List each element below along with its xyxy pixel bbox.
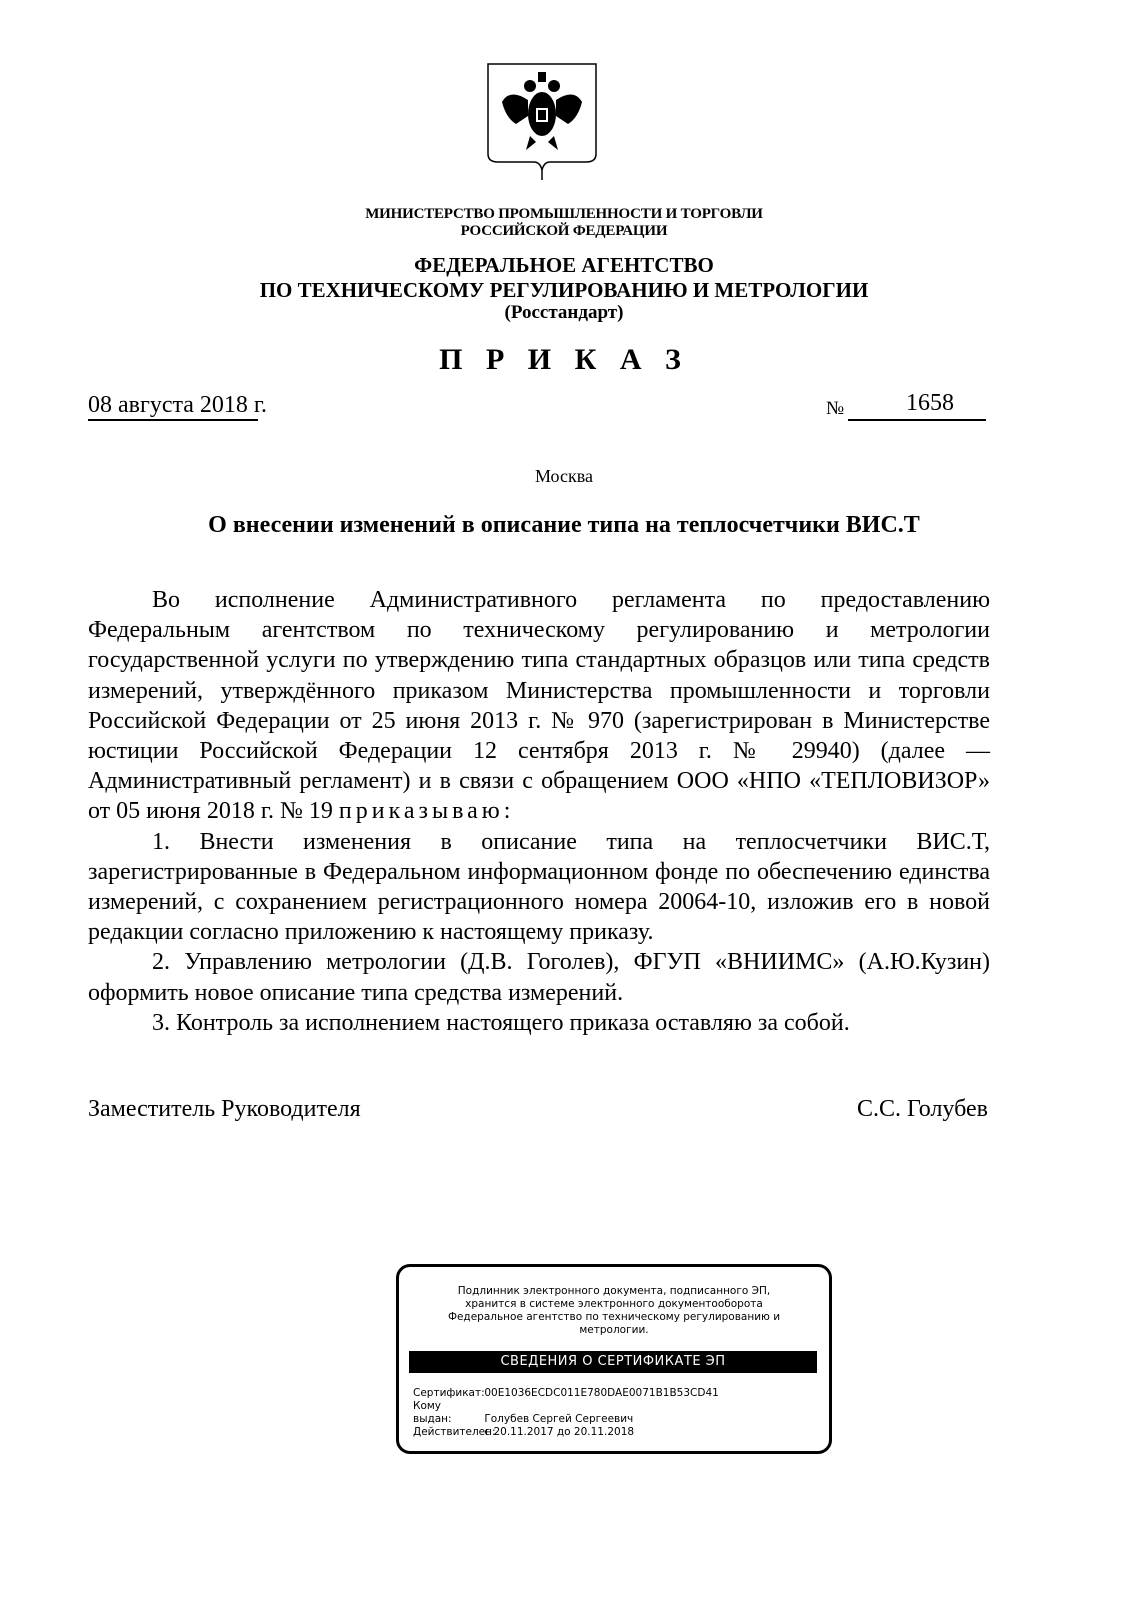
issued-row: Кому выдан: Голубев Сергей Сергеевич <box>413 1400 634 1425</box>
agency-name: ФЕДЕРАЛЬНОЕ АГЕНТСТВО ПО ТЕХНИЧЕСКОМУ РЕГУЛИРОВАНИЮ И МЕТРОЛОГИИ <box>259 253 869 302</box>
ministry-name: МИНИСТЕРСТВО ПРОМЫШЛЕННОСТИ И ТОРГОВЛИ РОССИЙСКОЙ ФЕДЕРАЦИИ <box>365 206 763 239</box>
order-verb: приказываю: <box>338 798 515 825</box>
order-title: О внесении изменений в описание типа на теплосчетчики ВИС.Т <box>208 512 920 538</box>
cert-row: Сертификат: 00E1036ECDC011E780DAE0071B1B53CD41 <box>413 1387 719 1399</box>
order-date: 08 августа 2018 г. <box>88 392 268 418</box>
item-1: 1. Внести изменения в описание типа на теплосчетчики ВИС.Т, зарегистрированные в Федеральном информационном фонде по обеспечению единства измерений, с сохранением регистрационного номера 20064-10, изложив его в новой редакции согласно приложению к настоящему приказу. <box>88 828 990 946</box>
signer-name: С.С. Голубев <box>856 1096 988 1122</box>
coat-of-arms-icon <box>486 62 598 180</box>
order-number: 1658 <box>906 390 954 416</box>
intro-paragraph: Во исполнение Административного регламента по предоставлению Федеральным агентством по техническому регулированию и метрологии государственной услуги по утверждению типа стандартных образцов или типа средств измерений, утверждённого приказом Министерства промышленности и торговли Российской Федерации от 25 июня 2013 г. № 970 (зарегистрирован в Министерстве юстиции Российской Федерации 12 сентября 2013 г. № 29940) (далее — Административный регламент) и в связи с обращением ООО «НПО «ТЕПЛОВИЗОР» от 05 июня 2018 г. № 19 приказываю: <box>88 587 990 825</box>
agency-short-name: (Росстандарт) <box>504 302 624 323</box>
city: Москва <box>535 466 593 486</box>
order-body <box>88 585 990 1038</box>
number-sign: № <box>826 398 845 419</box>
item-2: 2. Управлению метрологии (Д.В. Гоголев), ФГУП «ВНИИМС» (А.Ю.Кузин) оформить новое описание типа средства измерений. <box>88 949 990 1006</box>
document-type: П Р И К А З <box>439 343 689 376</box>
valid-row: Действителен: с 20.11.2017 до 20.11.2018 <box>413 1426 635 1438</box>
date-underline <box>88 419 258 421</box>
certificate-header: СВЕДЕНИЯ О СЕРТИФИКАТЕ ЭП <box>409 1351 817 1373</box>
number-underline <box>848 419 986 421</box>
certificate-details <box>413 1387 719 1439</box>
stamp-notice: Подлинник электронного документа, подписанного ЭП, хранится в системе электронного документооборота Федеральное агентство по техническому регулированию и метрологии. <box>447 1285 781 1336</box>
electronic-signature-stamp <box>396 1264 832 1454</box>
signer-position: Заместитель Руководителя <box>88 1096 361 1122</box>
item-3: 3. Контроль за исполнением настоящего приказа оставляю за собой. <box>152 1009 850 1036</box>
